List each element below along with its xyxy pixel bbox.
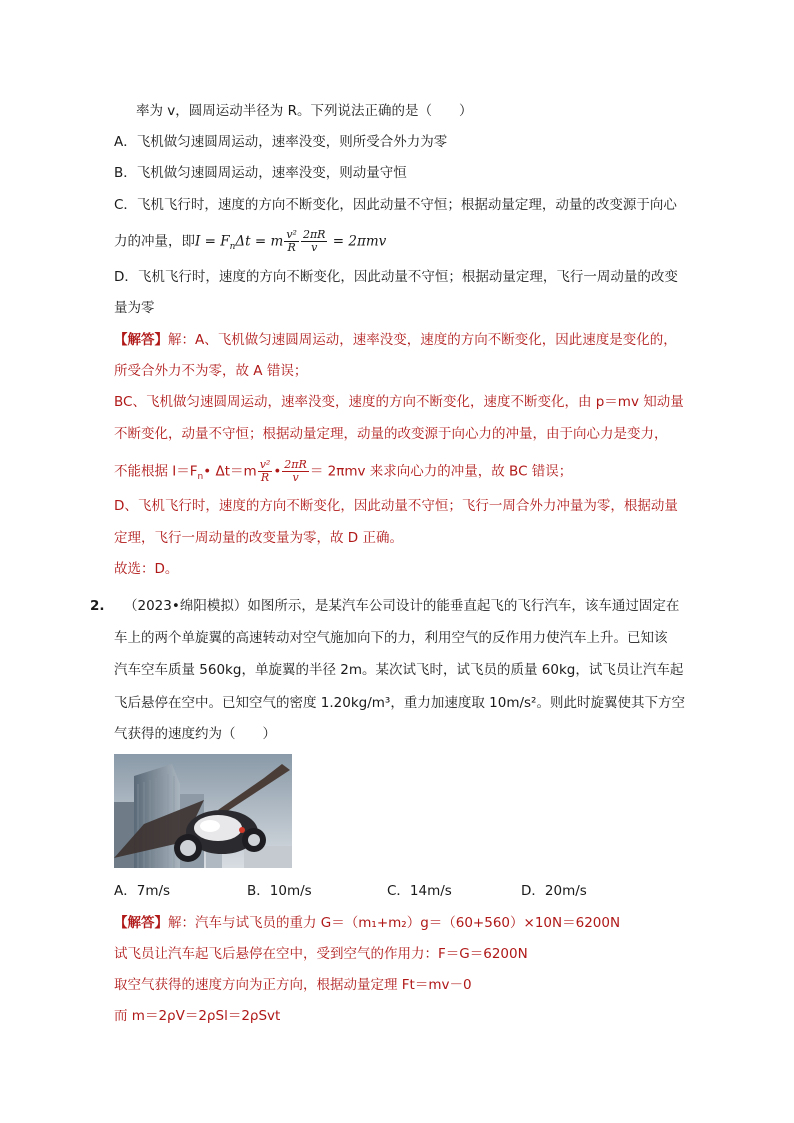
q1-answer-line7: 定理，飞行一周动量的改变量为零，故 D 正确。 <box>114 530 403 546</box>
formula-dt: Δt <box>235 233 251 250</box>
equals: = <box>250 233 271 250</box>
fraction-numerator: v² <box>286 228 297 241</box>
fraction-denominator: R <box>260 471 270 484</box>
answer-tag: 【解答】 <box>114 915 168 931</box>
q1-answer-line5 <box>114 459 572 487</box>
flying-car-figure <box>114 754 292 868</box>
formula-mass: m <box>270 233 284 250</box>
q2-answer-line1 <box>114 913 620 933</box>
answer-text: ＝ 2πmv 来求向心力的冲量，故 BC 错误； <box>309 463 573 480</box>
q2-option-c: C．14m/s <box>387 883 452 899</box>
q2-option-a: A．7m/s <box>114 883 171 899</box>
q2-option-d: D．20m/s <box>521 883 587 899</box>
q2-stem-line3: 汽车空车质量 560kg，单旋翼的半径 2m。某次试飞时，试飞员的质量 60kg，试飞员让汽车起 <box>114 662 684 678</box>
fraction-denominator: v <box>292 471 299 484</box>
q1-answer-line3: BC、飞机做匀速圆周运动，速率没变，速度的方向不断变化，速度不断变化，由 p＝mv 知动量 <box>114 394 684 410</box>
q1-option-a: A．飞机做匀速圆周运动，速率没变，则所受合外力为零 <box>114 134 448 150</box>
fraction-2pir-over-v <box>282 459 309 484</box>
q1-option-d-line2: 量为零 <box>114 300 155 316</box>
q1-answer-line2: 所受合外力不为零，故 A 错误； <box>114 363 308 379</box>
q2-stem-line4: 飞后悬停在空中。已知空气的密度 1.20kg/m³，重力加速度取 10m/s²。则此时旋翼使其下方空 <box>114 695 685 711</box>
answer-text: 解：A、飞机做匀速圆周运动，速率没变，速度的方向不断变化，因此速度是变化的， <box>168 332 677 348</box>
fraction-v2-over-r <box>258 459 273 484</box>
subscript: n <box>197 472 204 483</box>
answer-text: 不能根据 I＝F <box>114 463 198 480</box>
q2-answer-line4: 而 m＝2ρV＝2ρSl＝2ρSvt <box>114 1008 281 1024</box>
fraction-2pir-over-v <box>301 229 328 254</box>
equals: = <box>200 233 221 250</box>
fraction-numerator: 2πR <box>302 228 326 241</box>
fraction-denominator: v <box>311 241 318 254</box>
q1-answer-line4: 不断变化，动量不守恒；根据动量定理，动量的改变源于向心力的冲量，由于向心力是变力， <box>114 426 668 442</box>
q1-option-b: B．飞机做匀速圆周运动，速率没变，则动量守恒 <box>114 165 407 181</box>
q2-stem-line5: 气获得的速度约为（ ） <box>114 726 276 742</box>
formula-force-sub: n <box>229 242 236 253</box>
formula-result: = 2πmv <box>328 233 387 250</box>
dot: • <box>273 463 282 480</box>
q2-answer-line2: 试飞员让汽车起飞后悬停在空中，受到空气的作用力：F＝G＝6200N <box>114 946 528 962</box>
answer-tag: 【解答】 <box>114 332 168 348</box>
q1-option-c-line2 <box>114 229 386 257</box>
q1-option-c-prefix: 力的冲量，即 <box>114 233 195 250</box>
q2-number: 2. <box>90 598 105 614</box>
q2-stem-line2: 车上的两个单旋翼的高速转动对空气施加向下的力，利用空气的反作用力使汽车上升。已知该 <box>114 630 668 646</box>
q1-answer-choice: 故选：D。 <box>114 561 179 577</box>
answer-text: • Δt＝m <box>203 463 257 480</box>
fraction-numerator: 2πR <box>284 458 307 471</box>
q2-stem-line1: （2023•绵阳模拟）如图所示，是某汽车公司设计的能垂直起飞的飞行汽车，该车通过固定在 <box>124 598 680 614</box>
fraction-numerator: v² <box>259 458 271 471</box>
formula-force: F <box>220 233 230 250</box>
answer-text: 解：汽车与试飞员的重力 G＝（m₁+m₂）g＝（60+560）×10N＝6200N <box>168 915 621 931</box>
fraction-denominator: R <box>287 241 296 254</box>
q1-stem-continuation: 率为 v，圆周运动半径为 R。下列说法正确的是（ ） <box>136 103 473 119</box>
q1-option-d-line1: D．飞机飞行时，速度的方向不断变化，因此动量不守恒；根据动量定理，飞行一周动量的改变 <box>114 269 678 285</box>
formula-impulse: I <box>195 233 201 250</box>
q1-option-c-line1: C．飞机飞行时，速度的方向不断变化，因此动量不守恒；根据动量定理，动量的改变源于向心 <box>114 197 677 213</box>
fraction-v2-over-r <box>284 229 299 254</box>
q1-answer-line6: D、飞机飞行时，速度的方向不断变化，因此动量不守恒；飞行一周合外力冲量为零，根据动量 <box>114 498 678 514</box>
q2-option-b: B．10m/s <box>247 883 312 899</box>
q2-answer-line3: 取空气获得的速度方向为正方向，根据动量定理 Ft＝mv－0 <box>114 977 472 993</box>
q1-answer-line1 <box>114 330 677 350</box>
